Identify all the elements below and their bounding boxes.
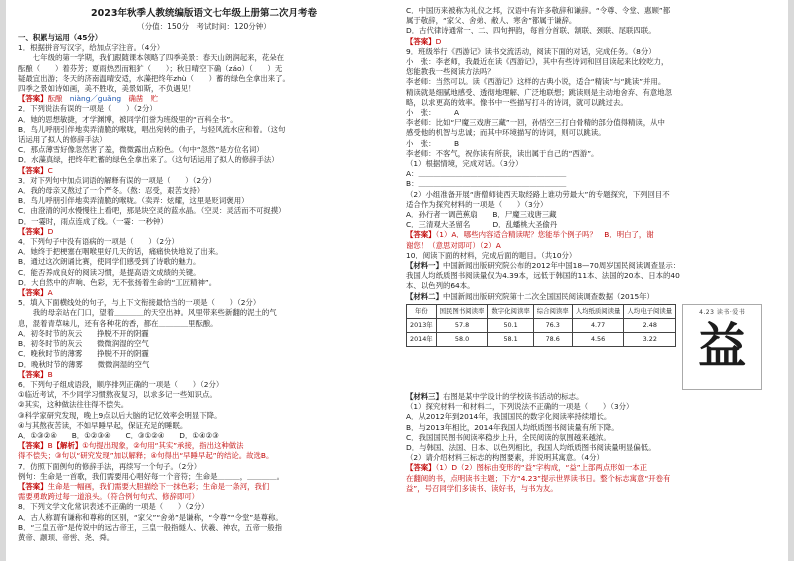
text-line: ③科学家研究发现，晚上9点以后大脑的记忆效率会明显下降。 <box>18 410 222 420</box>
text-line: A：＿＿＿＿＿＿＿＿＿＿＿＿＿＿＿＿＿＿＿＿ <box>406 169 567 179</box>
text-segment: niàng／guǎng <box>69 94 122 104</box>
text-line <box>18 482 390 492</box>
paper-title: 2023年秋季人教统编版语文七年级上册第二次月考卷 <box>91 8 317 19</box>
table-row <box>407 332 676 346</box>
text-segment: 【答案】 <box>18 165 48 175</box>
text-line: A．她终于把梗塞在咽喉里好几天的话，痛痛快快地说了出来。 <box>18 247 223 257</box>
table-cell: 2.48 <box>624 318 676 332</box>
table-cell: 78.6 <box>533 332 572 346</box>
text-segment: 【解析】 <box>52 441 83 451</box>
text-segment: 【答案】 <box>18 94 48 104</box>
text-line: 酝酿（ ）着芬芳；夏雨热烈而粗犷（ ）；秋日晴空下确（záo）（ ）无 <box>18 63 283 73</box>
text-segment: 【答案】 <box>18 226 48 236</box>
poster-caption: 4.23 读书·爱书 <box>699 308 746 316</box>
text-line: ①临近考试，不少同学习惯熬夜复习，以求多记一些知识点。 <box>18 390 217 400</box>
text-line: 您能教我一些阅读方法吗？ <box>406 67 495 77</box>
text-line: 谢您！（意思对即可）（2）A <box>406 240 501 250</box>
text-segment: 【材料三】 <box>406 391 443 401</box>
text-line: 本、以色列的64本。 <box>406 281 475 291</box>
poster-glyph-yi: 益 <box>698 317 747 374</box>
text-segment: 中国新闻出版研究院公布的2012年中国18—70周岁国民阅读调查显示： <box>442 261 681 271</box>
text-line: B．鸟儿呼朋引伴地卖弄清脆的喉咙，唱出宛转的曲子，与轻风流水应和着。（这句 <box>18 124 286 134</box>
text-line: 息，混着青草味儿，还有各种花的香，都在＿＿＿＿里酝酿。 <box>18 318 218 328</box>
text-segment: 【答案】 <box>406 230 436 240</box>
reading-survey-table <box>406 304 676 347</box>
text-segment: 【答案】 <box>18 481 48 491</box>
text-line: 李老师：比如“尸魔三戏唐三藏”一回，孙悟空三打白骨精的部分值得精读，从中 <box>406 118 665 128</box>
text-segment: 【答案】 <box>18 441 48 451</box>
text-line <box>18 441 390 451</box>
text-line: 七年级的第一学期，我们跟随课本领略了四季美景：春天山朗润起来，花朵在 <box>18 53 285 63</box>
text-segment: 【答案】 <box>406 36 436 46</box>
text-line: 小 张： A <box>406 108 482 118</box>
text-line: 话运用了拟人的修辞手法） <box>18 135 107 145</box>
text-line <box>406 230 778 240</box>
text-segment: 【答案】 <box>406 463 436 473</box>
text-line: A．①③②④ B．①②③④ C．③①②④ D．①④②③ <box>18 430 219 440</box>
text-line <box>406 463 778 473</box>
text-line: A．古人称谓有谦称和尊称的区别，“家父”“舍弟”是谦称，“令尊”“令堂”是尊称。 <box>18 512 283 522</box>
exam-paper <box>8 0 786 561</box>
text-line <box>406 392 778 402</box>
text-line <box>18 370 390 380</box>
table-header-cell: 综合阅读率 <box>533 304 572 318</box>
text-line: 四季之景如诗如画，美不胜收，美景如斯，不负遇见！ <box>18 84 196 94</box>
text-line: 8．下列文学文化常识表述不正确的一项是（ ）（2分） <box>18 502 209 512</box>
text-line: A．她的思想敏捷，才学渊博，被同学们誉为班级里的“百科全书”。 <box>18 114 238 124</box>
text-segment: 【材料二】 <box>406 291 443 301</box>
text-segment: ①句提出现象，②句用“其实”承接，指出这种做法 <box>82 441 244 451</box>
right-column <box>406 6 778 557</box>
text-line <box>406 37 778 47</box>
text-segment: C <box>47 165 53 175</box>
material-two-media <box>406 304 778 390</box>
text-line: 感受他的机智与忠诚；而其中环境描写的诗词，则可以跳读。 <box>406 128 606 138</box>
text-line: 2．下列说法有误的一项是（ ）（2分） <box>18 104 157 114</box>
text-line: D．晚秋时节的薄雾 微微润湿的空气 <box>18 359 150 369</box>
text-line: （2）小组准备开展“唐僧师徒西天取经路上谁功劳最大”的专题探究，下列回目不 <box>406 189 670 199</box>
text-line: 9．班级举行《西游记》读书交流活动，阅读下面的对话，完成任务。（8分） <box>406 46 656 56</box>
text-line: 黄帝、颛顼、帝喾、尧、舜。 <box>18 532 115 542</box>
text-line: A．从2012年到2014年，我国国民的数字化阅读率持续增长。 <box>406 412 612 422</box>
text-segment: 【材料一】 <box>406 261 443 271</box>
text-line: （1）根据情境，完成对话。（3分） <box>406 159 523 169</box>
left-column <box>18 6 390 557</box>
text-line: 李老师：不客气，祝你读有所获，读出属于自己的“西游”。 <box>406 148 599 158</box>
text-line: 4．下列句子中没有语病的一项是（ ）（2分） <box>18 237 179 247</box>
text-segment: 酝酿 <box>47 94 70 104</box>
text-segment: 生命是一幅画，我们需要大胆描绘下一抹色彩；生命是一条河，我们 <box>47 481 270 491</box>
text-line <box>406 292 778 302</box>
table-cell: 4.77 <box>572 318 624 332</box>
text-segment: 右图是某中学设计的学校读书活动的标志。 <box>442 391 584 401</box>
text-line <box>18 227 390 237</box>
text-segment: （1）A．哪些内容适合精读呢？您能举个例子吗？ B．明白了，谢 <box>435 230 654 240</box>
table-cell: 3.22 <box>624 332 676 346</box>
text-line: 5．填入下面横线处的句子，与上下文衔接最恰当的一项是（ ）（2分） <box>18 298 261 308</box>
text-line: ④与其熬夜苦读，不如早睡早起，保证充足的睡眠。 <box>18 420 188 430</box>
text-line: 略，以求更高的效率。像书中一些描写打斗的诗词，就可以跳过去。 <box>406 97 628 107</box>
table-header-cell: 人均纸质阅读量 <box>572 304 624 318</box>
paper-subtitle: （分值：150分 考试时间：120分钟） <box>137 22 271 31</box>
text-line: 疑最宜出游；冬天的济南温晴安适，水藻把终年zhù（ ）蓄的绿色全拿出来了。 <box>18 73 290 83</box>
text-line: B．“三皇五帝”是传说中的远古帝王，三皇一般指燧人、伏羲、神农，五帝一般指 <box>18 522 283 532</box>
text-segment: D <box>435 36 442 46</box>
right-column-text-top <box>406 6 778 302</box>
text-line: C．那点薄雪好像忽然害了羞，微微露出点粉色。（句中“忽然”是方位名词） <box>18 145 264 155</box>
table-header-cell: 年份 <box>407 304 437 318</box>
text-line: 小 张：李老师，我最近在读《西游记》，其中有些诗词和回目读起来比较吃力， <box>406 57 669 67</box>
text-line: 需要勇敢跨过每一道浪头。（符合例句句式、修辞即可） <box>18 492 200 502</box>
text-segment: 【答案】 <box>18 369 48 379</box>
table-cell: 57.8 <box>436 318 488 332</box>
text-line: 适合作为探究材料的一项是（ ）（3分） <box>406 199 548 209</box>
text-segment: B <box>47 441 53 451</box>
text-line <box>18 288 390 298</box>
text-segment: D <box>47 226 54 236</box>
text-line: 属于敬辞，“家父、舍弟、敝人、寒舍”都属于谦辞。 <box>406 16 577 26</box>
table-cell: 2014年 <box>407 332 437 346</box>
text-line: 我国人均纸质图书阅读量仅为4.39本，远低于韩国的11本、法国的20本、日本的40 <box>406 271 680 281</box>
text-line: 我的母亲站在门口，望着＿＿＿＿的天空出神。风里带来些新翻的泥土的气 <box>18 308 277 318</box>
text-line: 精读就是细腻地感受、透彻地理解、广泛地联想；跳读则是主动地舍弃、有意地忽 <box>406 87 673 97</box>
table-cell: 2013年 <box>407 318 437 332</box>
text-line: B．鸟儿呼朋引伴地卖弄清脆的喉咙。（卖弄：炫耀，这里是贬词褒用） <box>18 196 249 206</box>
table-cell: 58.1 <box>488 332 533 346</box>
text-line: A．孙行者一调芭蕉扇 B．尸魔三戏唐三藏 <box>406 210 557 220</box>
text-segment: 【答案】 <box>18 288 48 298</box>
text-line: B．通过这次朗诵比赛，使同学们感受到了诗歌的魅力。 <box>18 257 201 267</box>
text-line: C．中国历来被称为礼仪之邦，汉语中有许多敬辞和谦辞。“令尊、令堂、惠顾”都 <box>406 6 671 15</box>
text-line: A．我的母亲又熬过了一个严冬。（熬：忍受，艰苦支持） <box>18 186 205 196</box>
text-line <box>18 94 390 104</box>
text-line: C．由澄清的河水慢慢往上看吧，那是块空灵的蓝水晶。（空灵：灵活而不可捉摸） <box>18 206 286 216</box>
text-line: （2）请介绍材料三标志的构图要素，并说明其寓意。（4分） <box>406 453 604 463</box>
table-header-cell: 国民图书阅读率 <box>436 304 488 318</box>
text-line: D．一霎时，雨点连成了线。（一霎：一秒钟） <box>18 216 168 226</box>
text-line: B．初冬时节的灰云 微微润湿的空气 <box>18 339 149 349</box>
text-segment: 确凿 贮 <box>121 94 159 104</box>
table-header-row <box>407 304 676 318</box>
page-edge-left <box>0 0 6 561</box>
text-line <box>18 166 390 176</box>
text-line <box>406 261 778 271</box>
text-line: 得不偿失；③句以“研究发现”加以解释；④句得出“早睡早起”的结论。故选B。 <box>18 451 274 461</box>
table-header-cell: 人均电子阅读量 <box>624 304 676 318</box>
table-header-cell: 数字化阅读率 <box>488 304 533 318</box>
text-line: A．初冬时节的灰云 挣脱不开的阴霾 <box>18 328 149 338</box>
text-line: D．古代律诗通常一、二、四句押韵，每首分首联、颔联、颈联、尾联四联。 <box>406 26 656 36</box>
table-cell: 76.3 <box>533 318 572 332</box>
text-segment: B <box>47 369 53 379</box>
text-line: 7．仿照下面例句的修辞手法，再续写一个句子。（2分） <box>18 461 202 471</box>
text-line: 李老师：当然可以。读《西游记》这样的古典小说，适合“精读”与“跳读”并用。 <box>406 77 666 87</box>
text-line: 益”，号召同学们多读书、读好书，与书为友。 <box>406 483 558 493</box>
text-line: C．我国国民图书阅读率稳步上升，全民阅读的氛围越来越浓。 <box>406 432 611 442</box>
text-line: B．与2013年相比，2014年我国人均纸质图书阅读量有所下降。 <box>406 422 619 432</box>
text-line: （1）探究材料一和材料二，下列说法不正确的一项是（ ）（3分） <box>406 402 634 412</box>
text-line: ②其实，这种做法往往得不偿失。 <box>18 400 129 410</box>
text-segment: （1）D（2）图标由变形的“益”字构成，“益”上部两点形如一本正 <box>435 463 648 473</box>
right-column-text-bottom <box>406 392 778 494</box>
text-line: 一、积累与运用（45分） <box>18 33 103 42</box>
text-line: C．能否养成良好的阅读习惯，是提高语文成绩的关键。 <box>18 267 201 277</box>
table-cell: 58.0 <box>436 332 488 346</box>
text-line: C．晚秋时节的薄雾 挣脱不开的阴霾 <box>18 349 149 359</box>
reading-poster <box>682 304 762 390</box>
table-row <box>407 318 676 332</box>
text-line: 10．阅读下面的材料，完成后面的题目。（共10分） <box>406 250 577 260</box>
text-line: D．大自然中的声响、色彩，无不张扬着生命的“工匠精神”。 <box>18 277 217 287</box>
text-line: D．水藻真绿，把终年贮蓄的绿色全拿出来了。（这句话运用了拟人的修辞手法） <box>18 155 279 165</box>
text-line: C．三清观大圣留名 D．乱蟠桃大圣偷丹 <box>406 220 558 230</box>
text-line: 小 张： B <box>406 138 482 148</box>
table-cell: 4.56 <box>572 332 624 346</box>
text-line: B：＿＿＿＿＿＿＿＿＿＿＿＿＿＿＿＿＿＿＿＿ <box>406 179 567 189</box>
page-edge-right <box>788 0 794 561</box>
text-line: 例句：生命是一首歌，我们需要用心唱好每一个音符；生命是＿＿＿，＿＿＿＿。 <box>18 471 285 481</box>
text-line: 6．下列句子组成语段，顺序排列正确的一项是（ ）（2分） <box>18 379 224 389</box>
text-segment: A <box>47 288 53 298</box>
text-line: 在翻阅的书，点明读书主题；下方“4.23”提示世界读书日。整个标志寓意“开卷有 <box>406 473 671 483</box>
text-segment: 中国新闻出版研究院第十二次全国国民阅读调查数据（2015年） <box>442 291 654 301</box>
text-line: 1．根据拼音写汉字，给加点字注音。（4分） <box>18 43 165 53</box>
text-line: D．与韩国、法国、日本、以色列相比，我国人均纸质图书阅读量明显偏低。 <box>406 442 656 452</box>
table-cell: 50.1 <box>488 318 533 332</box>
text-line: 3．对下列句中加点词语的解释有误的一项是（ ）（2分） <box>18 175 216 185</box>
left-column-text <box>18 33 390 543</box>
